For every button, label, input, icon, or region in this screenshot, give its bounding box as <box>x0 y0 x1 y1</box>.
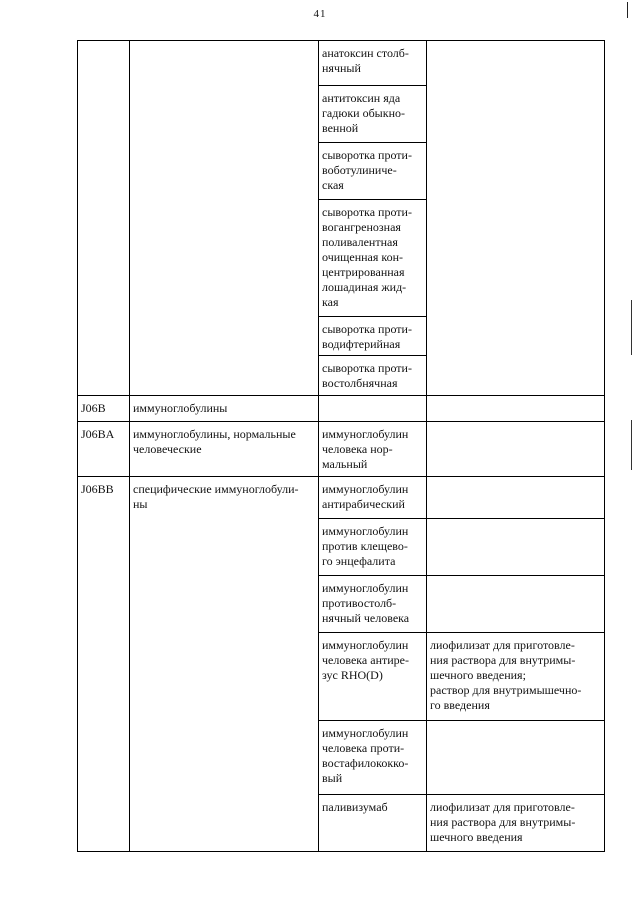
atc-code-cell <box>78 519 130 576</box>
atc-code-cell: J06BB <box>78 477 130 519</box>
drug-name-cell: сыворотка проти- востолбнячная <box>319 356 427 396</box>
atc-group-cell <box>130 576 319 633</box>
drug-list-table <box>77 40 605 852</box>
drug-name-cell: иммуноглобулин против клещево- го энцефалита <box>319 519 427 576</box>
drug-name-cell: антитоксин яда гадюки обыкно- венной <box>319 86 427 143</box>
edge-mark <box>631 300 632 355</box>
table-row <box>78 477 605 519</box>
drug-name-cell: анатоксин столб- нячный <box>319 41 427 86</box>
drug-name-cell: паливизумаб <box>319 795 427 852</box>
dosage-form-cell <box>427 422 605 477</box>
dosage-form-cell: лиофилизат для приготовле- ния раствора для внутримы- шечного введения <box>427 795 605 852</box>
dosage-form-cell <box>427 519 605 576</box>
atc-group-cell <box>130 41 319 86</box>
dosage-form-cell <box>427 356 605 396</box>
table-row <box>78 200 605 317</box>
dosage-form-cell <box>427 396 605 422</box>
atc-code-cell <box>78 200 130 317</box>
atc-code-cell: J06B <box>78 396 130 422</box>
atc-code-cell <box>78 317 130 356</box>
page-number: 41 <box>313 8 327 20</box>
table-row <box>78 633 605 721</box>
atc-group-cell <box>130 721 319 795</box>
table-row <box>78 422 605 477</box>
drug-name-cell: сыворотка проти- водифтерийная <box>319 317 427 356</box>
edge-mark <box>631 420 632 470</box>
drug-list-table-container <box>77 40 604 852</box>
atc-group-cell <box>130 633 319 721</box>
drug-name-cell: иммуноглобулин человека антире- зус RHO(D) <box>319 633 427 721</box>
drug-name-cell: иммуноглобулин антирабический <box>319 477 427 519</box>
table-row <box>78 86 605 143</box>
atc-code-cell <box>78 41 130 86</box>
table-row <box>78 356 605 396</box>
dosage-form-cell <box>427 317 605 356</box>
atc-group-cell <box>130 795 319 852</box>
drug-name-cell: иммуноглобулин человека нор- мальный <box>319 422 427 477</box>
atc-code-cell: J06BA <box>78 422 130 477</box>
atc-group-cell <box>130 519 319 576</box>
drug-name-cell: сыворотка проти- воботулиниче- ская <box>319 143 427 200</box>
drug-name-cell: иммуноглобулин противостолб- нячный человека <box>319 576 427 633</box>
atc-code-cell <box>78 576 130 633</box>
drug-name-cell <box>319 396 427 422</box>
dosage-form-cell: лиофилизат для приготовле- ния раствора для внутримы- шечного введения; раствор для внутримышечно- го введения <box>427 633 605 721</box>
atc-group-cell: иммуноглобулины <box>130 396 319 422</box>
atc-group-cell: специфические иммуноглобули- ны <box>130 477 319 519</box>
table-row <box>78 143 605 200</box>
table-row <box>78 721 605 795</box>
atc-code-cell <box>78 795 130 852</box>
dosage-form-cell <box>427 86 605 143</box>
atc-group-cell <box>130 317 319 356</box>
atc-code-cell <box>78 143 130 200</box>
atc-code-cell <box>78 356 130 396</box>
dosage-form-cell <box>427 576 605 633</box>
atc-code-cell <box>78 86 130 143</box>
drug-name-cell: сыворотка проти- вогангренозная поливалентная очищенная кон- центрированная лошадиная жид- кая <box>319 200 427 317</box>
dosage-form-cell <box>427 200 605 317</box>
dosage-form-cell <box>427 477 605 519</box>
table-row <box>78 41 605 86</box>
table-row <box>78 396 605 422</box>
atc-group-cell <box>130 86 319 143</box>
atc-code-cell <box>78 633 130 721</box>
drug-name-cell: иммуноглобулин человека проти- востафилококко- вый <box>319 721 427 795</box>
table-row <box>78 576 605 633</box>
dosage-form-cell <box>427 143 605 200</box>
atc-group-cell: иммуноглобулины, нормальные человеческие <box>130 422 319 477</box>
table-row <box>78 317 605 356</box>
table-row <box>78 795 605 852</box>
dosage-form-cell <box>427 721 605 795</box>
atc-code-cell <box>78 721 130 795</box>
atc-group-cell <box>130 200 319 317</box>
atc-group-cell <box>130 143 319 200</box>
atc-group-cell <box>130 356 319 396</box>
dosage-form-cell <box>427 41 605 86</box>
table-row <box>78 519 605 576</box>
